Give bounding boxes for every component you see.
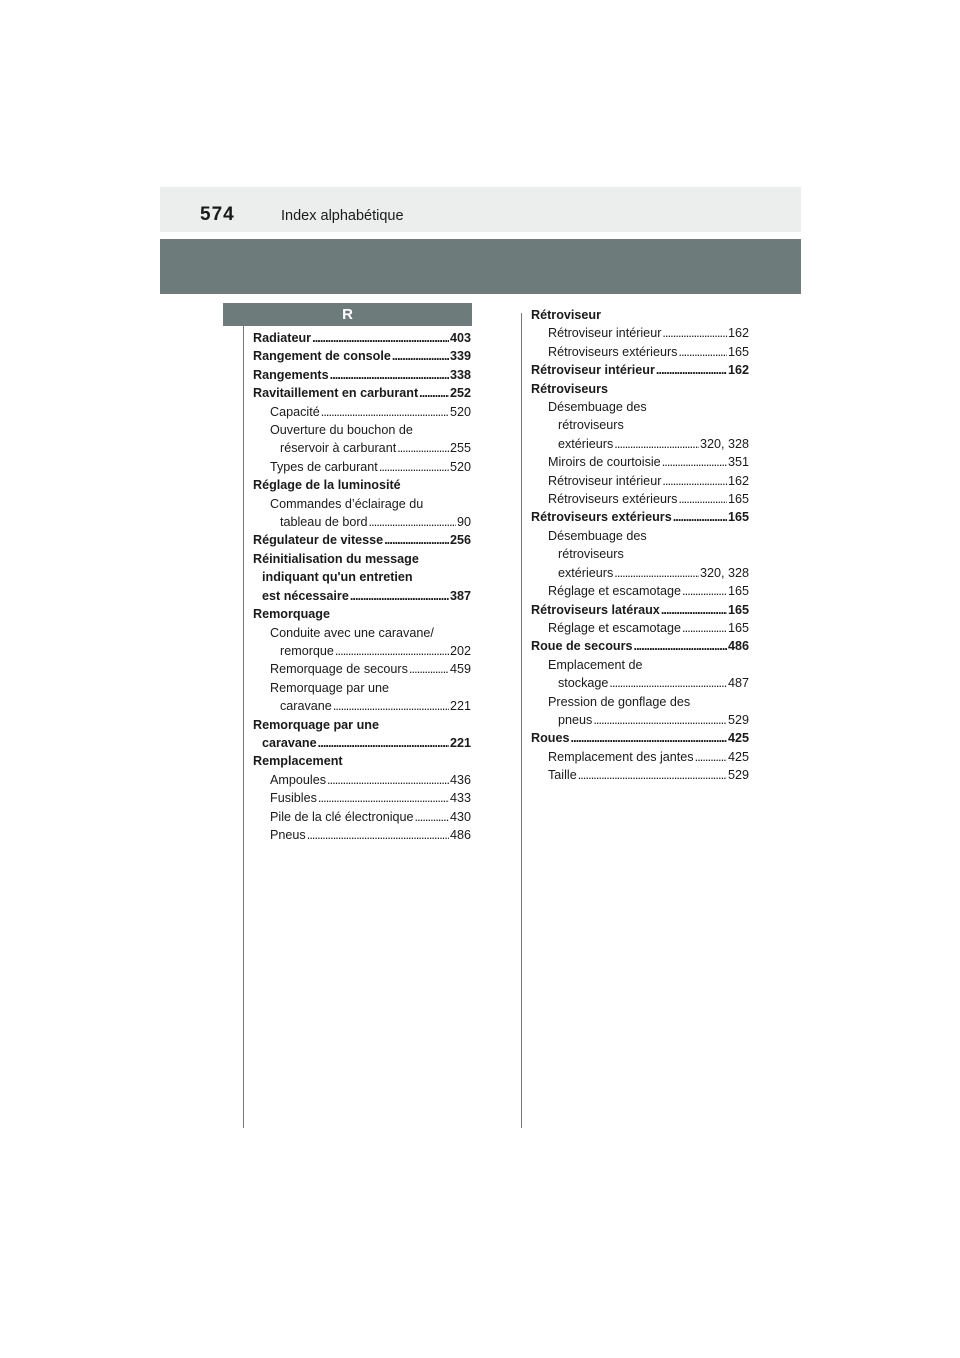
index-entry-term: est nécessaire [262,588,349,603]
dot-leader [682,619,727,637]
index-entry-term: réservoir à carburant [280,441,397,456]
index-entry-term: Rangement de console [253,349,391,364]
page-number: 574 [200,204,235,225]
index-entry-term: Rétroviseurs extérieurs [548,344,678,359]
index-entry [531,674,749,692]
index-entry-page: 430 [449,809,471,824]
index-entry: Commandes d’éclairage du [270,496,424,511]
index-entry-page: 165 [727,344,749,359]
index-entry-term: Types de carburant [270,459,378,474]
index-entry-page: 162 [727,326,749,341]
index-entry [253,329,471,347]
index-entry [253,808,471,826]
index-entry [253,531,471,549]
index-entry-page: 256 [449,533,471,548]
index-entry-page: 162 [727,363,749,378]
index-entry-page: 486 [449,827,471,842]
dot-leader [571,729,727,747]
index-entry-page: 165 [727,510,749,525]
index-entry [253,458,471,476]
index-entry-term: Rétroviseurs extérieurs [548,492,678,507]
index-entry [253,734,471,752]
index-entry-term: Miroirs de courtoisie [548,455,661,470]
index-entry-term: caravane [262,735,317,750]
index-entry-term: Rétroviseur intérieur [531,363,655,378]
index-entry [253,771,471,789]
dot-leader [593,711,727,729]
index-entry-term: remorque [280,643,334,658]
index-entry-page: 529 [727,712,749,727]
index-entry-term: stockage [558,676,609,691]
index-entry-term: Remorquage de secours [270,662,408,677]
index-entry [531,490,749,508]
index-entry-page: 165 [727,602,749,617]
dot-leader [695,748,727,766]
index-entry-term: caravane [280,699,332,714]
index-entry [531,343,749,361]
dot-leader [307,826,449,844]
index-entry [253,513,471,531]
dot-leader [673,508,727,526]
index-entry-page: 425 [727,749,749,764]
header-band [160,187,801,232]
index-entry [253,697,471,715]
index-entry-term: Fusibles [270,791,317,806]
dot-leader [318,734,449,752]
index-entry-term: Régulateur de vitesse [253,533,384,548]
index-entry-term: Ampoules [270,772,327,787]
index-entry-page: 202 [449,643,471,658]
index-entry-term: Rétroviseurs latéraux [531,602,660,617]
index-entry: Rétroviseur [531,308,601,322]
index-entry-term: pneus [558,712,593,727]
index-entry-page: 486 [727,639,749,654]
index-entry [531,508,749,526]
index-entry-page: 320, 328 [699,436,749,451]
dot-leader [330,366,449,384]
dot-leader [656,361,727,379]
index-entry-page: 221 [449,735,471,750]
index-entry-term: Rétroviseur intérieur [548,473,662,488]
index-entry-term: Roues [531,731,570,746]
index-entry-term: Ravitaillement en carburant [253,386,419,401]
dot-leader [678,490,727,508]
index-entry: Remorquage par une [270,680,390,695]
dot-leader [350,587,449,605]
dot-leader [614,435,699,453]
index-entry-page: 351 [727,455,749,470]
dot-leader [369,513,456,531]
index-entry-page: 433 [449,791,471,806]
index-entry [531,748,749,766]
index-entry-term: Roue de secours [531,639,633,654]
index-entry-term: Remplacement des jantes [548,749,694,764]
index-entry [253,826,471,844]
index-entry: Réglage de la luminosité [253,478,401,493]
index-entry-term: Radiateur [253,331,312,345]
index-entry [253,789,471,807]
index-entry-page: 338 [449,367,471,382]
index-entry [253,660,471,678]
index-entry-term: extérieurs [558,565,614,580]
index-column-right [531,306,749,785]
index-entry: Réinitialisation du message [253,551,419,566]
index-entry [531,361,749,379]
page-title: Index alphabétique [281,208,404,224]
index-entry-term: Rétroviseur intérieur [548,326,662,341]
index-entry-page: 165 [727,492,749,507]
index-entry-page: 403 [449,331,471,345]
section-letter-label: R [223,303,472,326]
index-entry-term: extérieurs [558,436,614,451]
index-entry-page: 487 [727,676,749,691]
index-entry [253,403,471,421]
index-entry-page: 387 [449,588,471,603]
index-entry-term: Pneus [270,827,306,842]
index-entry [531,637,749,655]
dot-leader [333,697,449,715]
index-entry [531,564,749,582]
index-entry: Ouverture du bouchon de [270,423,413,438]
dot-leader [682,582,727,600]
dot-leader [614,564,699,582]
index-entry: Remorquage [253,607,330,622]
index-entry: indiquant qu'un entretien [262,570,413,585]
index-entry [253,347,471,365]
index-entry-page: 252 [449,386,471,401]
dot-leader [379,458,449,476]
index-entry-term: tableau de bord [280,515,368,530]
dot-leader [327,771,449,789]
index-entry [253,642,471,660]
index-entry: Pression de gonflage des [548,694,691,709]
section-banner [160,239,801,294]
dot-leader [312,329,449,347]
index-entry: Remplacement [253,754,343,769]
index-entry-page: 165 [727,584,749,599]
index-entry [531,729,749,747]
index-entry-term: Réglage et escamotage [548,620,682,635]
index-entry [253,384,471,402]
index-entry [531,324,749,342]
index-entry-page: 165 [727,620,749,635]
index-entry [531,711,749,729]
index-entry [531,453,749,471]
index-entry [253,587,471,605]
dot-leader [415,808,449,826]
index-entry-page: 320, 328 [699,565,749,580]
index-entry [531,472,749,490]
index-entry: Conduite avec une caravane/ [270,625,434,640]
dot-leader [397,439,449,457]
dot-leader [633,637,727,655]
index-entry-term: Rétroviseurs extérieurs [531,510,672,525]
index-entry-term: Capacité [270,404,320,419]
index-entry: Désembuage des [548,528,647,543]
dot-leader [409,660,449,678]
index-entry [531,619,749,637]
index-entry: rétroviseurs [558,547,624,562]
index-entry: Remorquage par une [253,717,379,732]
index-entry-page: 520 [449,404,471,419]
index-entry: rétroviseurs [558,418,624,433]
dot-leader [661,601,727,619]
dot-leader [419,384,449,402]
index-entry-page: 520 [449,459,471,474]
index-entry [531,601,749,619]
index-entry [253,439,471,457]
dot-leader [392,347,449,365]
index-entry: Désembuage des [548,400,647,415]
dot-leader [678,343,727,361]
index-entry-term: Pile de la clé électronique [270,809,414,824]
dot-leader [335,642,449,660]
index-entry-page: 162 [727,473,749,488]
index-column-left [253,329,471,844]
index-entry: Emplacement de [548,657,643,672]
index-entry: Rétroviseurs [531,381,608,396]
index-entry-page: 436 [449,772,471,787]
index-entry-page: 339 [449,349,471,364]
dot-leader [578,766,727,784]
dot-leader [384,531,449,549]
index-entry [531,766,749,784]
index-entry-page: 90 [456,515,471,530]
index-entry [531,435,749,453]
index-entry-page: 459 [449,662,471,677]
index-entry-term: Rangements [253,367,329,382]
index-entry [253,366,471,384]
dot-leader [662,453,727,471]
index-entry-page: 255 [449,441,471,456]
dot-leader [321,403,449,421]
dot-leader [662,472,727,490]
middle-column-rule [521,313,522,1128]
index-entry [531,582,749,600]
index-entry-page: 221 [449,699,471,714]
index-entry-term: Taille [548,768,577,783]
index-entry-page: 529 [727,768,749,783]
index-entry-term: Réglage et escamotage [548,584,682,599]
index-entry-page: 425 [727,731,749,746]
dot-leader [609,674,727,692]
dot-leader [318,789,449,807]
left-column-rule [243,326,244,1128]
dot-leader [662,324,727,342]
